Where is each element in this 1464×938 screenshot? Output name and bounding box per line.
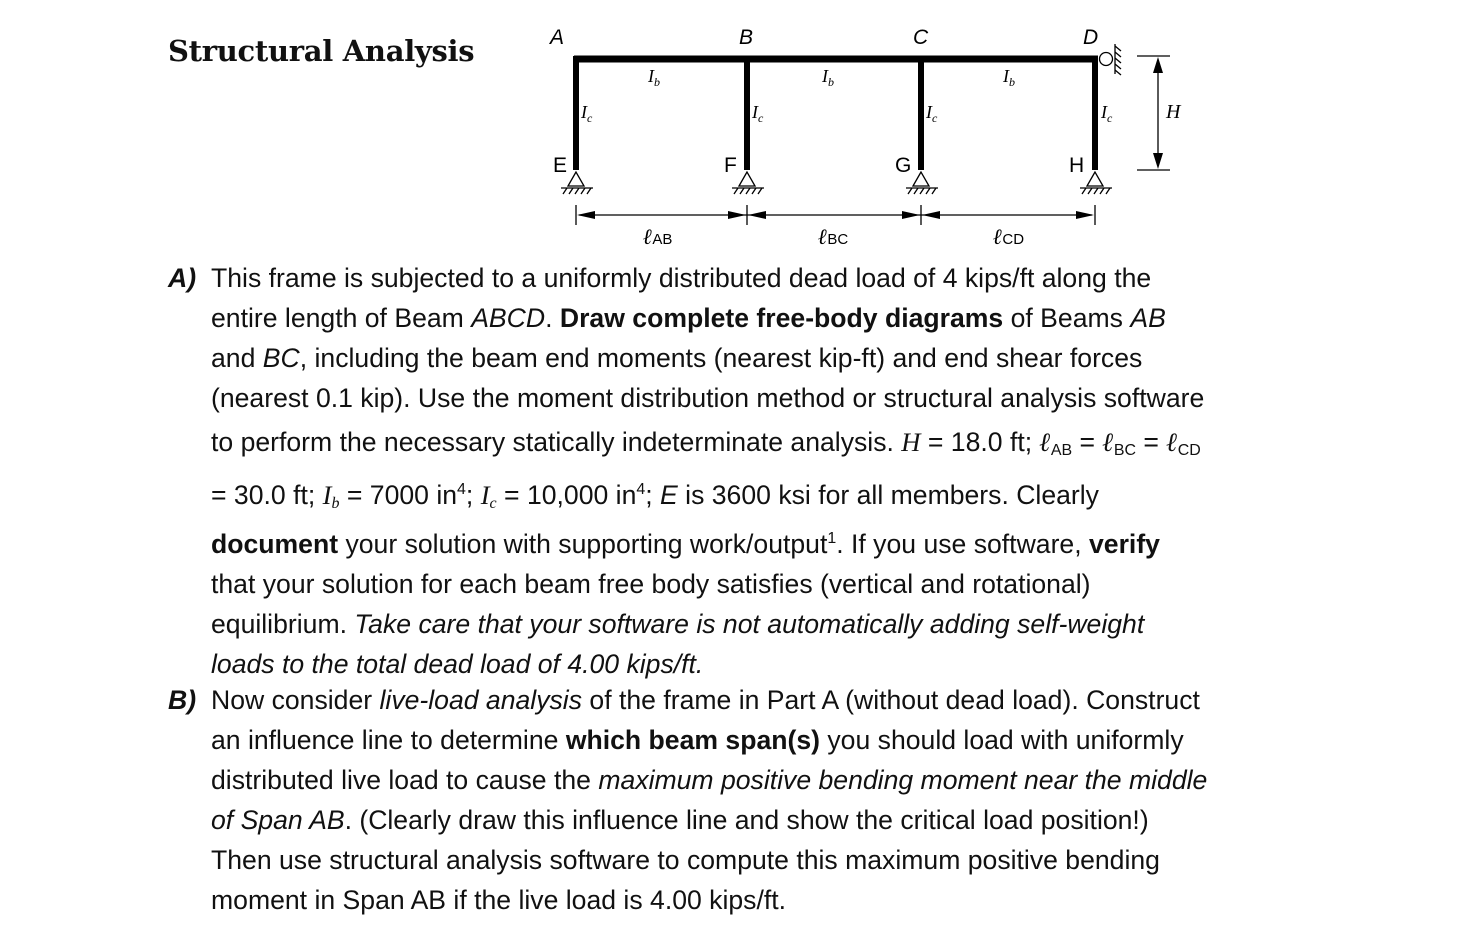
span-label-cd: ℓCD <box>993 224 1025 249</box>
roller-support-d <box>1100 44 1122 75</box>
col-inertia-dh: $I_c$ <box>1101 102 1113 125</box>
joint-b-label: B <box>739 26 754 49</box>
part-a-line: entire length of Beam ABCD. Draw complete free-body diagrams of Beams AB <box>211 303 1166 333</box>
beam-inertia-ab: $I_b$ <box>648 66 660 89</box>
page-title: Structural Analysis <box>168 34 475 68</box>
span-label-ab: ℓAB <box>643 224 673 249</box>
part-b-line: an influence line to determine which beam span(s) you should load with uniformly <box>211 725 1184 755</box>
col-inertia-bf: $I_c$ <box>752 102 764 125</box>
part-a <box>168 258 1308 684</box>
frame-diagram <box>0 0 1464 260</box>
pin-support-h <box>1080 172 1112 194</box>
part-a-label: A) <box>168 263 197 293</box>
joint-c-label: C <box>913 26 929 49</box>
part-a-line: loads to the total dead load of 4.00 kips/ft. <box>211 648 704 679</box>
part-b-line: distributed live load to cause the maximum positive bending moment near the middle <box>211 765 1208 795</box>
joint-d-label: D <box>1083 26 1099 49</box>
part-a-line: document your solution with supporting work/output$^1$. If you use software, verify <box>211 528 1160 559</box>
col-inertia-cg: $I_c$ <box>926 102 938 125</box>
part-b-line: Now consider live-load analysis of the frame in Part A (without dead load). Construct <box>211 685 1200 715</box>
joint-g-label: G <box>895 154 912 177</box>
joint-e-label: E <box>553 154 568 177</box>
part-a-line: = 30.0 ft; $I_b = 7000$ $in^4$; $I_c = 10,000$ $in^4$; E is 3600 ksi for all members. Clearly <box>211 479 1099 512</box>
span-label-bc: ℓBC <box>818 224 849 249</box>
part-b-line: of Span AB. (Clearly draw this influence line and show the critical load position!) <box>211 805 1149 835</box>
joint-a-label: A <box>550 26 565 49</box>
part-a-line: This frame is subjected to a uniformly distributed dead load of 4 kips/ft along the <box>211 263 1152 293</box>
span-dimension <box>576 205 1095 225</box>
joint-h-label: H <box>1069 154 1085 177</box>
height-label: H <box>1166 101 1181 123</box>
joint-f-label: F <box>724 154 737 177</box>
part-b-line: Then use structural analysis software to compute this maximum positive bending <box>211 845 1160 875</box>
part-b-label: B) <box>168 685 197 715</box>
beam-inertia-cd: $I_b$ <box>1003 66 1015 89</box>
part-a-line: and BC, including the beam end moments (nearest kip-ft) and end shear forces <box>211 343 1143 373</box>
part-b <box>168 680 1308 920</box>
part-a-line: equilibrium. Take care that your software is not automatically adding self-weight <box>211 608 1145 639</box>
part-a-line: that your solution for each beam free body satisfies (vertical and rotational) <box>211 568 1091 599</box>
part-b-line: moment in Span AB if the live load is 4.00 kips/ft. <box>211 885 787 915</box>
beam-inertia-bc: $I_b$ <box>822 66 834 89</box>
part-a-line: (nearest 0.1 kip). Use the moment distribution method or structural analysis software <box>211 383 1205 413</box>
part-a-line: to perform the necessary statically indeterminate analysis. H = 18.0 ft; ℓ$_{AB}$ = ℓ$_{BC}$ = ℓ$_{CD}$ <box>211 427 1201 459</box>
col-inertia-ae: $I_c$ <box>581 102 593 125</box>
